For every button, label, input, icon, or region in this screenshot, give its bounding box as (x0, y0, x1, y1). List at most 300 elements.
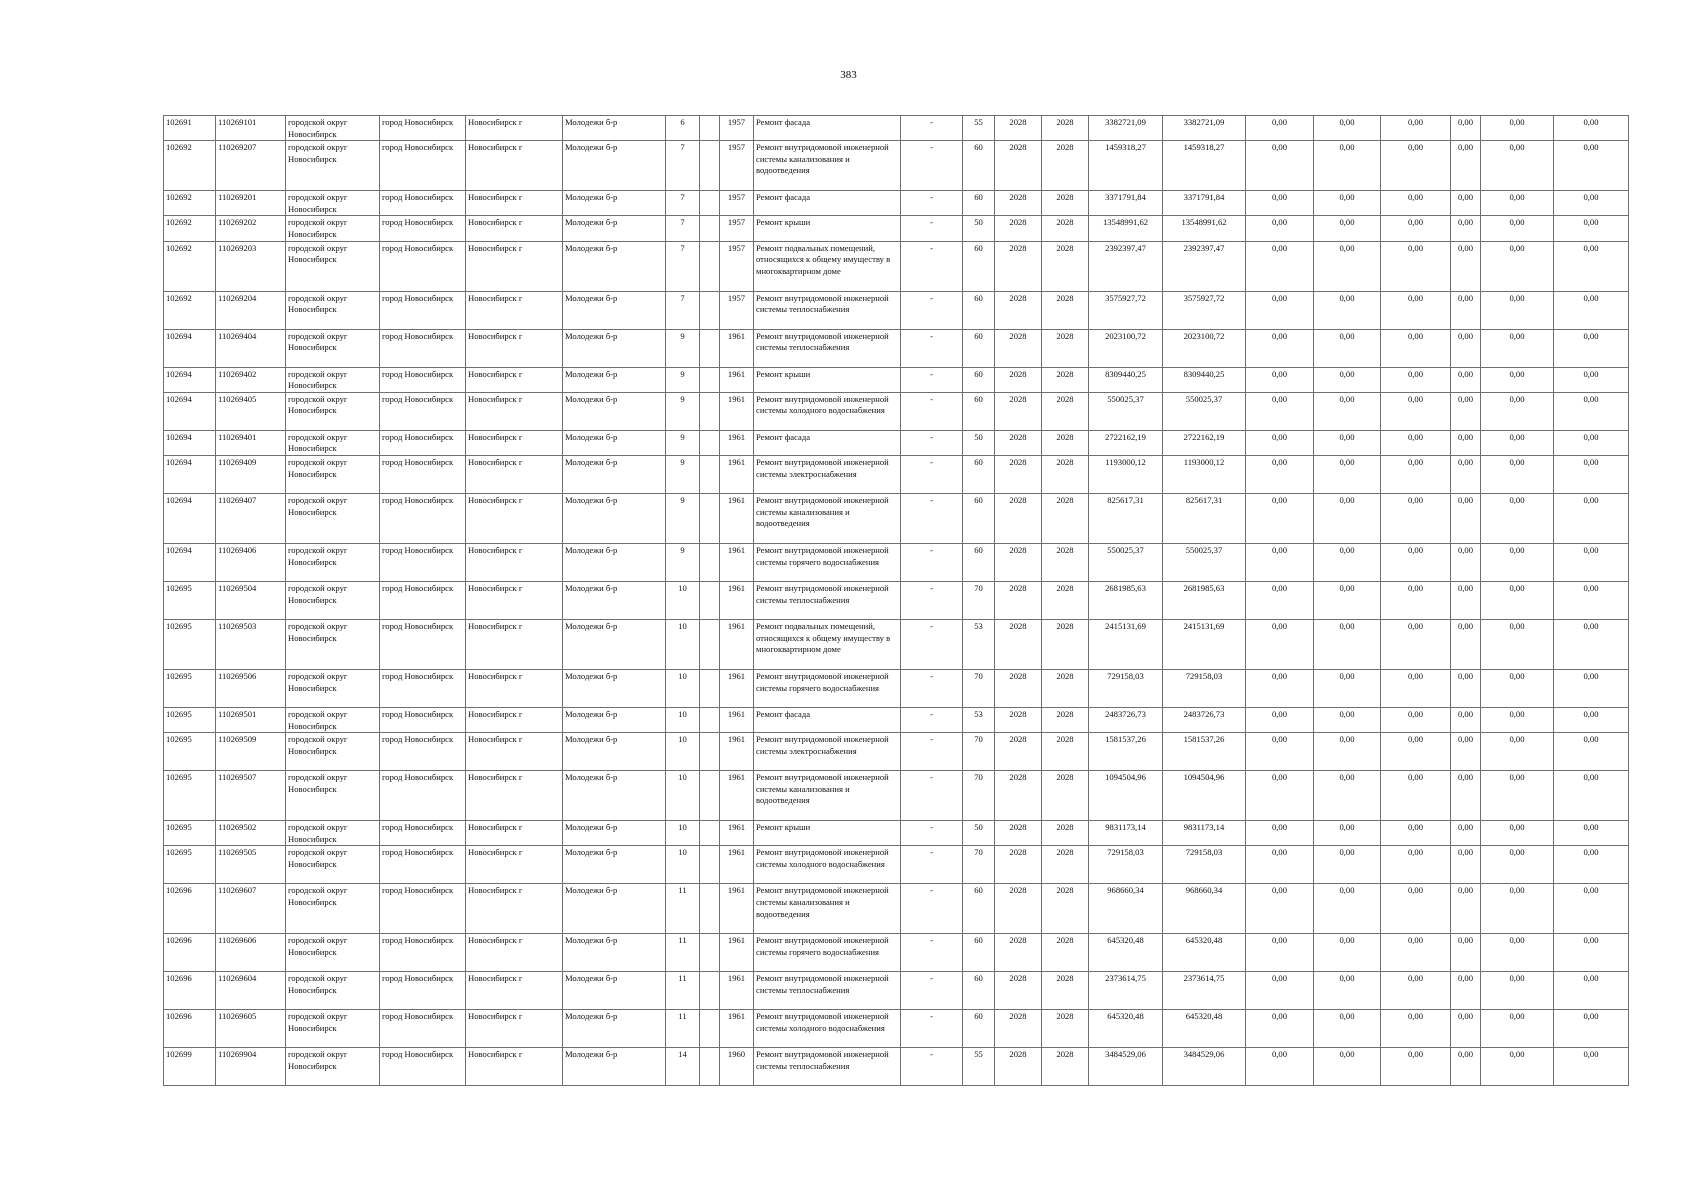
plan-start-year-cell: 2028 (995, 972, 1042, 1010)
plan-start-year-cell: 2028 (995, 493, 1042, 543)
value-5-cell: 0,00 (1481, 581, 1554, 619)
empty-cell (700, 430, 720, 455)
city-cell: Новосибирск г (466, 216, 563, 241)
plan-end-year-cell: 2028 (1042, 116, 1089, 141)
work-code-cell: 110269203 (216, 241, 286, 291)
table-row (164, 771, 1629, 821)
locality-cell: город Новосибирск (380, 392, 466, 430)
street-cell: Молодежи б-р (563, 329, 666, 367)
value-6-cell: 0,00 (1554, 707, 1629, 732)
value-6-cell: 0,00 (1554, 493, 1629, 543)
empty-cell (700, 1048, 720, 1086)
cost-cell: 645320,48 (1089, 934, 1163, 972)
total-cost-cell: 550025,37 (1163, 392, 1246, 430)
plan-end-year-cell: 2028 (1042, 821, 1089, 846)
value-4-cell: 0,00 (1451, 619, 1481, 669)
city-cell: Новосибирск г (466, 543, 563, 581)
plan-end-year-cell: 2028 (1042, 771, 1089, 821)
table-row (164, 291, 1629, 329)
house-id-cell: 102694 (164, 430, 216, 455)
value-2-cell: 0,00 (1314, 493, 1381, 543)
plan-end-year-cell: 2028 (1042, 846, 1089, 884)
wear-percent-cell: 60 (963, 493, 995, 543)
work-code-cell: 110269201 (216, 191, 286, 216)
district-cell: городской округ Новосибирск (286, 141, 380, 191)
mark-cell: - (901, 1048, 963, 1086)
empty-cell (700, 455, 720, 493)
value-3-cell: 0,00 (1381, 733, 1451, 771)
cost-cell: 1193000,12 (1089, 455, 1163, 493)
work-code-cell: 110269507 (216, 771, 286, 821)
empty-cell (700, 493, 720, 543)
work-type-cell: Ремонт внутридомовой инженерной системы теплоснабжения (754, 291, 901, 329)
total-cost-cell: 729158,03 (1163, 846, 1246, 884)
plan-start-year-cell: 2028 (995, 884, 1042, 934)
house-id-cell: 102696 (164, 934, 216, 972)
house-number-cell: 9 (666, 543, 700, 581)
value-2-cell: 0,00 (1314, 216, 1381, 241)
work-code-cell: 110269502 (216, 821, 286, 846)
value-2-cell: 0,00 (1314, 771, 1381, 821)
value-5-cell: 0,00 (1481, 884, 1554, 934)
build-year-cell: 1957 (720, 291, 754, 329)
value-3-cell: 0,00 (1381, 291, 1451, 329)
build-year-cell: 1961 (720, 846, 754, 884)
value-2-cell: 0,00 (1314, 116, 1381, 141)
value-3-cell: 0,00 (1381, 771, 1451, 821)
house-number-cell: 10 (666, 733, 700, 771)
value-6-cell: 0,00 (1554, 581, 1629, 619)
locality-cell: город Новосибирск (380, 216, 466, 241)
table-row (164, 972, 1629, 1010)
value-2-cell: 0,00 (1314, 191, 1381, 216)
house-number-cell: 11 (666, 934, 700, 972)
wear-percent-cell: 53 (963, 619, 995, 669)
value-6-cell: 0,00 (1554, 733, 1629, 771)
value-3-cell: 0,00 (1381, 972, 1451, 1010)
city-cell: Новосибирск г (466, 1010, 563, 1048)
table-row (164, 1048, 1629, 1086)
value-5-cell: 0,00 (1481, 430, 1554, 455)
total-cost-cell: 2373614,75 (1163, 972, 1246, 1010)
value-6-cell: 0,00 (1554, 241, 1629, 291)
district-cell: городской округ Новосибирск (286, 191, 380, 216)
value-6-cell: 0,00 (1554, 1010, 1629, 1048)
street-cell: Молодежи б-р (563, 241, 666, 291)
wear-percent-cell: 70 (963, 669, 995, 707)
value-4-cell: 0,00 (1451, 581, 1481, 619)
empty-cell (700, 733, 720, 771)
cost-cell: 3484529,06 (1089, 1048, 1163, 1086)
wear-percent-cell: 60 (963, 329, 995, 367)
district-cell: городской округ Новосибирск (286, 367, 380, 392)
value-4-cell: 0,00 (1451, 216, 1481, 241)
value-4-cell: 0,00 (1451, 367, 1481, 392)
plan-start-year-cell: 2028 (995, 707, 1042, 732)
value-1-cell: 0,00 (1246, 241, 1314, 291)
house-number-cell: 11 (666, 972, 700, 1010)
table-row (164, 669, 1629, 707)
work-type-cell: Ремонт внутридомовой инженерной системы горячего водоснабжения (754, 934, 901, 972)
district-cell: городской округ Новосибирск (286, 707, 380, 732)
value-5-cell: 0,00 (1481, 821, 1554, 846)
plan-end-year-cell: 2028 (1042, 669, 1089, 707)
empty-cell (700, 329, 720, 367)
table-row (164, 821, 1629, 846)
house-id-cell: 102694 (164, 543, 216, 581)
house-id-cell: 102695 (164, 771, 216, 821)
work-code-cell: 110269204 (216, 291, 286, 329)
plan-start-year-cell: 2028 (995, 619, 1042, 669)
value-3-cell: 0,00 (1381, 367, 1451, 392)
value-1-cell: 0,00 (1246, 619, 1314, 669)
district-cell: городской округ Новосибирск (286, 669, 380, 707)
value-4-cell: 0,00 (1451, 669, 1481, 707)
value-6-cell: 0,00 (1554, 934, 1629, 972)
city-cell: Новосибирск г (466, 392, 563, 430)
build-year-cell: 1961 (720, 884, 754, 934)
work-type-cell: Ремонт фасада (754, 707, 901, 732)
cost-cell: 3382721,09 (1089, 116, 1163, 141)
value-4-cell: 0,00 (1451, 1010, 1481, 1048)
wear-percent-cell: 50 (963, 430, 995, 455)
value-1-cell: 0,00 (1246, 392, 1314, 430)
value-6-cell: 0,00 (1554, 191, 1629, 216)
house-number-cell: 9 (666, 455, 700, 493)
cost-cell: 2415131,69 (1089, 619, 1163, 669)
empty-cell (700, 367, 720, 392)
plan-end-year-cell: 2028 (1042, 972, 1089, 1010)
value-6-cell: 0,00 (1554, 216, 1629, 241)
value-1-cell: 0,00 (1246, 934, 1314, 972)
house-number-cell: 10 (666, 619, 700, 669)
work-code-cell: 110269401 (216, 430, 286, 455)
locality-cell: город Новосибирск (380, 455, 466, 493)
house-number-cell: 6 (666, 116, 700, 141)
house-number-cell: 7 (666, 216, 700, 241)
plan-start-year-cell: 2028 (995, 116, 1042, 141)
value-1-cell: 0,00 (1246, 493, 1314, 543)
district-cell: городской округ Новосибирск (286, 619, 380, 669)
plan-end-year-cell: 2028 (1042, 141, 1089, 191)
total-cost-cell: 1581537,26 (1163, 733, 1246, 771)
city-cell: Новосибирск г (466, 846, 563, 884)
value-2-cell: 0,00 (1314, 1048, 1381, 1086)
value-6-cell: 0,00 (1554, 116, 1629, 141)
value-3-cell: 0,00 (1381, 216, 1451, 241)
value-1-cell: 0,00 (1246, 733, 1314, 771)
street-cell: Молодежи б-р (563, 191, 666, 216)
district-cell: городской округ Новосибирск (286, 455, 380, 493)
plan-start-year-cell: 2028 (995, 329, 1042, 367)
cost-cell: 968660,34 (1089, 884, 1163, 934)
build-year-cell: 1957 (720, 216, 754, 241)
value-1-cell: 0,00 (1246, 367, 1314, 392)
work-code-cell: 110269605 (216, 1010, 286, 1048)
total-cost-cell: 968660,34 (1163, 884, 1246, 934)
district-cell: городской округ Новосибирск (286, 846, 380, 884)
work-code-cell: 110269101 (216, 116, 286, 141)
mark-cell: - (901, 367, 963, 392)
value-3-cell: 0,00 (1381, 141, 1451, 191)
work-type-cell: Ремонт внутридомовой инженерной системы электроснабжения (754, 455, 901, 493)
work-type-cell: Ремонт внутридомовой инженерной системы холодного водоснабжения (754, 392, 901, 430)
value-3-cell: 0,00 (1381, 329, 1451, 367)
work-code-cell: 110269606 (216, 934, 286, 972)
house-number-cell: 10 (666, 581, 700, 619)
value-6-cell: 0,00 (1554, 619, 1629, 669)
plan-start-year-cell: 2028 (995, 733, 1042, 771)
table-body (164, 116, 1629, 1086)
value-2-cell: 0,00 (1314, 367, 1381, 392)
locality-cell: город Новосибирск (380, 191, 466, 216)
work-code-cell: 110269904 (216, 1048, 286, 1086)
mark-cell: - (901, 934, 963, 972)
empty-cell (700, 392, 720, 430)
mark-cell: - (901, 619, 963, 669)
street-cell: Молодежи б-р (563, 1048, 666, 1086)
house-number-cell: 10 (666, 821, 700, 846)
total-cost-cell: 3382721,09 (1163, 116, 1246, 141)
street-cell: Молодежи б-р (563, 367, 666, 392)
empty-cell (700, 241, 720, 291)
cost-cell: 3575927,72 (1089, 291, 1163, 329)
locality-cell: город Новосибирск (380, 821, 466, 846)
wear-percent-cell: 70 (963, 771, 995, 821)
total-cost-cell: 645320,48 (1163, 934, 1246, 972)
value-2-cell: 0,00 (1314, 455, 1381, 493)
total-cost-cell: 825617,31 (1163, 493, 1246, 543)
city-cell: Новосибирск г (466, 455, 563, 493)
value-2-cell: 0,00 (1314, 707, 1381, 732)
value-3-cell: 0,00 (1381, 821, 1451, 846)
district-cell: городской округ Новосибирск (286, 543, 380, 581)
cost-cell: 1094504,96 (1089, 771, 1163, 821)
value-1-cell: 0,00 (1246, 707, 1314, 732)
cost-cell: 550025,37 (1089, 392, 1163, 430)
work-type-cell: Ремонт крыши (754, 821, 901, 846)
value-4-cell: 0,00 (1451, 771, 1481, 821)
work-type-cell: Ремонт внутридомовой инженерной системы холодного водоснабжения (754, 1010, 901, 1048)
cost-cell: 3371791,84 (1089, 191, 1163, 216)
locality-cell: город Новосибирск (380, 116, 466, 141)
cost-cell: 2373614,75 (1089, 972, 1163, 1010)
empty-cell (700, 543, 720, 581)
work-code-cell: 110269506 (216, 669, 286, 707)
work-type-cell: Ремонт фасада (754, 116, 901, 141)
district-cell: городской округ Новосибирск (286, 972, 380, 1010)
total-cost-cell: 2023100,72 (1163, 329, 1246, 367)
house-id-cell: 102695 (164, 619, 216, 669)
mark-cell: - (901, 329, 963, 367)
value-1-cell: 0,00 (1246, 821, 1314, 846)
value-6-cell: 0,00 (1554, 329, 1629, 367)
city-cell: Новосибирск г (466, 430, 563, 455)
build-year-cell: 1961 (720, 543, 754, 581)
work-code-cell: 110269501 (216, 707, 286, 732)
wear-percent-cell: 60 (963, 972, 995, 1010)
mark-cell: - (901, 430, 963, 455)
house-id-cell: 102694 (164, 367, 216, 392)
empty-cell (700, 771, 720, 821)
house-number-cell: 9 (666, 430, 700, 455)
value-1-cell: 0,00 (1246, 669, 1314, 707)
mark-cell: - (901, 669, 963, 707)
value-5-cell: 0,00 (1481, 619, 1554, 669)
value-4-cell: 0,00 (1451, 191, 1481, 216)
street-cell: Молодежи б-р (563, 972, 666, 1010)
work-type-cell: Ремонт внутридомовой инженерной системы канализования и водоотведения (754, 771, 901, 821)
city-cell: Новосибирск г (466, 191, 563, 216)
work-code-cell: 110269509 (216, 733, 286, 771)
total-cost-cell: 13548991,62 (1163, 216, 1246, 241)
value-2-cell: 0,00 (1314, 392, 1381, 430)
total-cost-cell: 729158,03 (1163, 669, 1246, 707)
work-code-cell: 110269505 (216, 846, 286, 884)
work-type-cell: Ремонт фасада (754, 191, 901, 216)
table-row (164, 241, 1629, 291)
house-id-cell: 102695 (164, 707, 216, 732)
district-cell: городской округ Новосибирск (286, 1010, 380, 1048)
work-type-cell: Ремонт внутридомовой инженерной системы горячего водоснабжения (754, 543, 901, 581)
street-cell: Молодежи б-р (563, 934, 666, 972)
work-code-cell: 110269405 (216, 392, 286, 430)
value-5-cell: 0,00 (1481, 367, 1554, 392)
district-cell: городской округ Новосибирск (286, 430, 380, 455)
table-row (164, 116, 1629, 141)
build-year-cell: 1957 (720, 141, 754, 191)
mark-cell: - (901, 493, 963, 543)
house-number-cell: 7 (666, 141, 700, 191)
empty-cell (700, 581, 720, 619)
value-3-cell: 0,00 (1381, 543, 1451, 581)
value-5-cell: 0,00 (1481, 1010, 1554, 1048)
work-code-cell: 110269406 (216, 543, 286, 581)
street-cell: Молодежи б-р (563, 707, 666, 732)
value-6-cell: 0,00 (1554, 884, 1629, 934)
value-1-cell: 0,00 (1246, 771, 1314, 821)
value-1-cell: 0,00 (1246, 430, 1314, 455)
value-3-cell: 0,00 (1381, 241, 1451, 291)
build-year-cell: 1961 (720, 972, 754, 1010)
table-row (164, 1010, 1629, 1048)
plan-end-year-cell: 2028 (1042, 707, 1089, 732)
mark-cell: - (901, 846, 963, 884)
mark-cell: - (901, 884, 963, 934)
work-code-cell: 110269604 (216, 972, 286, 1010)
cost-cell: 2483726,73 (1089, 707, 1163, 732)
city-cell: Новосибирск г (466, 367, 563, 392)
value-4-cell: 0,00 (1451, 329, 1481, 367)
work-code-cell: 110269409 (216, 455, 286, 493)
mark-cell: - (901, 581, 963, 619)
plan-start-year-cell: 2028 (995, 821, 1042, 846)
wear-percent-cell: 60 (963, 455, 995, 493)
house-id-cell: 102694 (164, 329, 216, 367)
locality-cell: город Новосибирск (380, 430, 466, 455)
street-cell: Молодежи б-р (563, 493, 666, 543)
house-id-cell: 102695 (164, 669, 216, 707)
mark-cell: - (901, 455, 963, 493)
plan-start-year-cell: 2028 (995, 216, 1042, 241)
value-5-cell: 0,00 (1481, 241, 1554, 291)
house-number-cell: 9 (666, 329, 700, 367)
street-cell: Молодежи б-р (563, 543, 666, 581)
empty-cell (700, 846, 720, 884)
value-3-cell: 0,00 (1381, 884, 1451, 934)
city-cell: Новосибирск г (466, 581, 563, 619)
value-6-cell: 0,00 (1554, 821, 1629, 846)
value-6-cell: 0,00 (1554, 291, 1629, 329)
value-1-cell: 0,00 (1246, 329, 1314, 367)
empty-cell (700, 116, 720, 141)
plan-start-year-cell: 2028 (995, 392, 1042, 430)
city-cell: Новосибирск г (466, 771, 563, 821)
value-5-cell: 0,00 (1481, 972, 1554, 1010)
value-5-cell: 0,00 (1481, 116, 1554, 141)
work-type-cell: Ремонт внутридомовой инженерной системы канализования и водоотведения (754, 884, 901, 934)
total-cost-cell: 1459318,27 (1163, 141, 1246, 191)
value-4-cell: 0,00 (1451, 884, 1481, 934)
empty-cell (700, 884, 720, 934)
street-cell: Молодежи б-р (563, 1010, 666, 1048)
cost-cell: 2722162,19 (1089, 430, 1163, 455)
house-number-cell: 7 (666, 241, 700, 291)
locality-cell: город Новосибирск (380, 241, 466, 291)
value-4-cell: 0,00 (1451, 543, 1481, 581)
value-6-cell: 0,00 (1554, 455, 1629, 493)
street-cell: Молодежи б-р (563, 216, 666, 241)
house-id-cell: 102699 (164, 1048, 216, 1086)
mark-cell: - (901, 216, 963, 241)
district-cell: городской округ Новосибирск (286, 329, 380, 367)
mark-cell: - (901, 543, 963, 581)
street-cell: Молодежи б-р (563, 581, 666, 619)
city-cell: Новосибирск г (466, 972, 563, 1010)
value-5-cell: 0,00 (1481, 141, 1554, 191)
plan-end-year-cell: 2028 (1042, 1010, 1089, 1048)
value-1-cell: 0,00 (1246, 846, 1314, 884)
value-2-cell: 0,00 (1314, 934, 1381, 972)
city-cell: Новосибирск г (466, 884, 563, 934)
work-code-cell: 110269503 (216, 619, 286, 669)
value-5-cell: 0,00 (1481, 1048, 1554, 1086)
mark-cell: - (901, 1010, 963, 1048)
empty-cell (700, 191, 720, 216)
city-cell: Новосибирск г (466, 733, 563, 771)
value-1-cell: 0,00 (1246, 972, 1314, 1010)
build-year-cell: 1961 (720, 392, 754, 430)
city-cell: Новосибирск г (466, 291, 563, 329)
value-2-cell: 0,00 (1314, 821, 1381, 846)
work-type-cell: Ремонт внутридомовой инженерной системы горячего водоснабжения (754, 669, 901, 707)
house-id-cell: 102694 (164, 493, 216, 543)
locality-cell: город Новосибирск (380, 1010, 466, 1048)
work-type-cell: Ремонт внутридомовой инженерной системы канализования и водоотведения (754, 141, 901, 191)
value-5-cell: 0,00 (1481, 934, 1554, 972)
wear-percent-cell: 50 (963, 216, 995, 241)
table-row (164, 581, 1629, 619)
street-cell: Молодежи б-р (563, 116, 666, 141)
table-row (164, 619, 1629, 669)
house-number-cell: 11 (666, 884, 700, 934)
house-id-cell: 102696 (164, 884, 216, 934)
house-id-cell: 102694 (164, 392, 216, 430)
value-5-cell: 0,00 (1481, 493, 1554, 543)
plan-end-year-cell: 2028 (1042, 392, 1089, 430)
empty-cell (700, 972, 720, 1010)
city-cell: Новосибирск г (466, 493, 563, 543)
